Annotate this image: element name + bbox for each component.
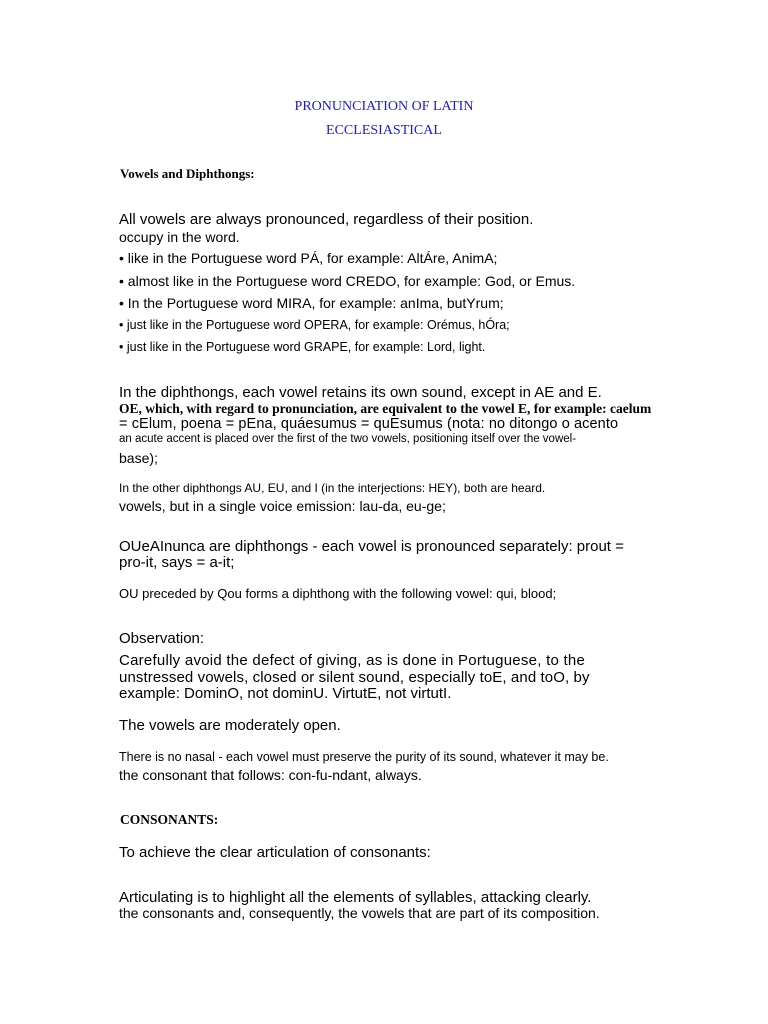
paragraph-vowels-line-2: occupy in the word. — [119, 229, 240, 245]
no-nasal-line-2: the consonant that follows: con-fu-ndant, always. — [119, 767, 422, 783]
no-nasal-line-1: There is no nasal - each vowel must preserve the purity of its sound, whatever it may be. — [119, 750, 609, 764]
section-heading-consonants: CONSONANTS: — [120, 812, 219, 827]
bullet-item-credo: • almost like in the Portuguese word CREDO, for example: God, or Emus. — [119, 273, 576, 289]
other-diphthongs-line-1: In the other diphthongs AU, EU, and I (in the interjections: HEY), both are heard. — [119, 481, 546, 495]
title-line-1: PRONUNCIATION OF LATIN — [294, 99, 474, 114]
diphthongs-line-5: base); — [119, 450, 158, 466]
separate-vowels-line-2: pro-it, says = a-it; — [119, 554, 235, 571]
section-heading-vowels: Vowels and Diphthongs: — [120, 166, 255, 181]
diphthongs-line-3: = cElum, poena = pEna, quáesumus = quEsumus (nota: no ditongo o acento — [119, 416, 619, 432]
bullet-item-opera: • just like in the Portuguese word OPERA, for example: Orémus, hÓra; — [119, 318, 510, 332]
bullet-item-grape: • just like in the Portuguese word GRAPE, for example: Lord, light. — [119, 340, 486, 354]
title-line-2: ECCLESIASTICAL — [326, 123, 442, 138]
paragraph-vowels-line-1: All vowels are always pronounced, regardless of their position. — [119, 211, 534, 228]
diphthongs-line-2: OE, which, with regard to pronunciation, are equivalent to the vowel E, for example: caelum — [119, 401, 652, 416]
observation-line-2: unstressed vowels, closed or silent sound, especially toE, and toO, by — [119, 669, 590, 686]
bullet-item-pa: • like in the Portuguese word PÁ, for example: AltÁre, AnimA; — [119, 250, 498, 266]
diphthongs-line-1: In the diphthongs, each vowel retains its own sound, except in AE and E. — [119, 384, 602, 401]
consonants-intro: To achieve the clear articulation of consonants: — [119, 844, 431, 861]
articulation-line-1: Articulating is to highlight all the elements of syllables, attacking clearly. — [119, 889, 592, 906]
moderately-open-line: The vowels are moderately open. — [119, 717, 341, 734]
observation-label: Observation: — [119, 630, 205, 647]
observation-line-1: Carefully avoid the defect of giving, as is done in Portuguese, to the — [119, 652, 586, 669]
separate-vowels-line-1: OUeAInunca are diphthongs - each vowel is pronounced separately: prout = — [119, 538, 624, 555]
qu-diphthong-line: OU preceded by Qou forms a diphthong with the following vowel: qui, blood; — [119, 586, 557, 601]
observation-line-3: example: DominO, not dominU. VirtutE, not virtutI. — [119, 685, 452, 702]
other-diphthongs-line-2: vowels, but in a single voice emission: lau-da, eu-ge; — [119, 498, 446, 514]
articulation-line-2: the consonants and, consequently, the vowels that are part of its composition. — [119, 905, 600, 921]
bullet-item-mira: • In the Portuguese word MIRA, for example: anIma, butYrum; — [119, 295, 504, 311]
diphthongs-line-4: an acute accent is placed over the first of the two vowels, positioning itself over the vowel- — [119, 433, 577, 445]
